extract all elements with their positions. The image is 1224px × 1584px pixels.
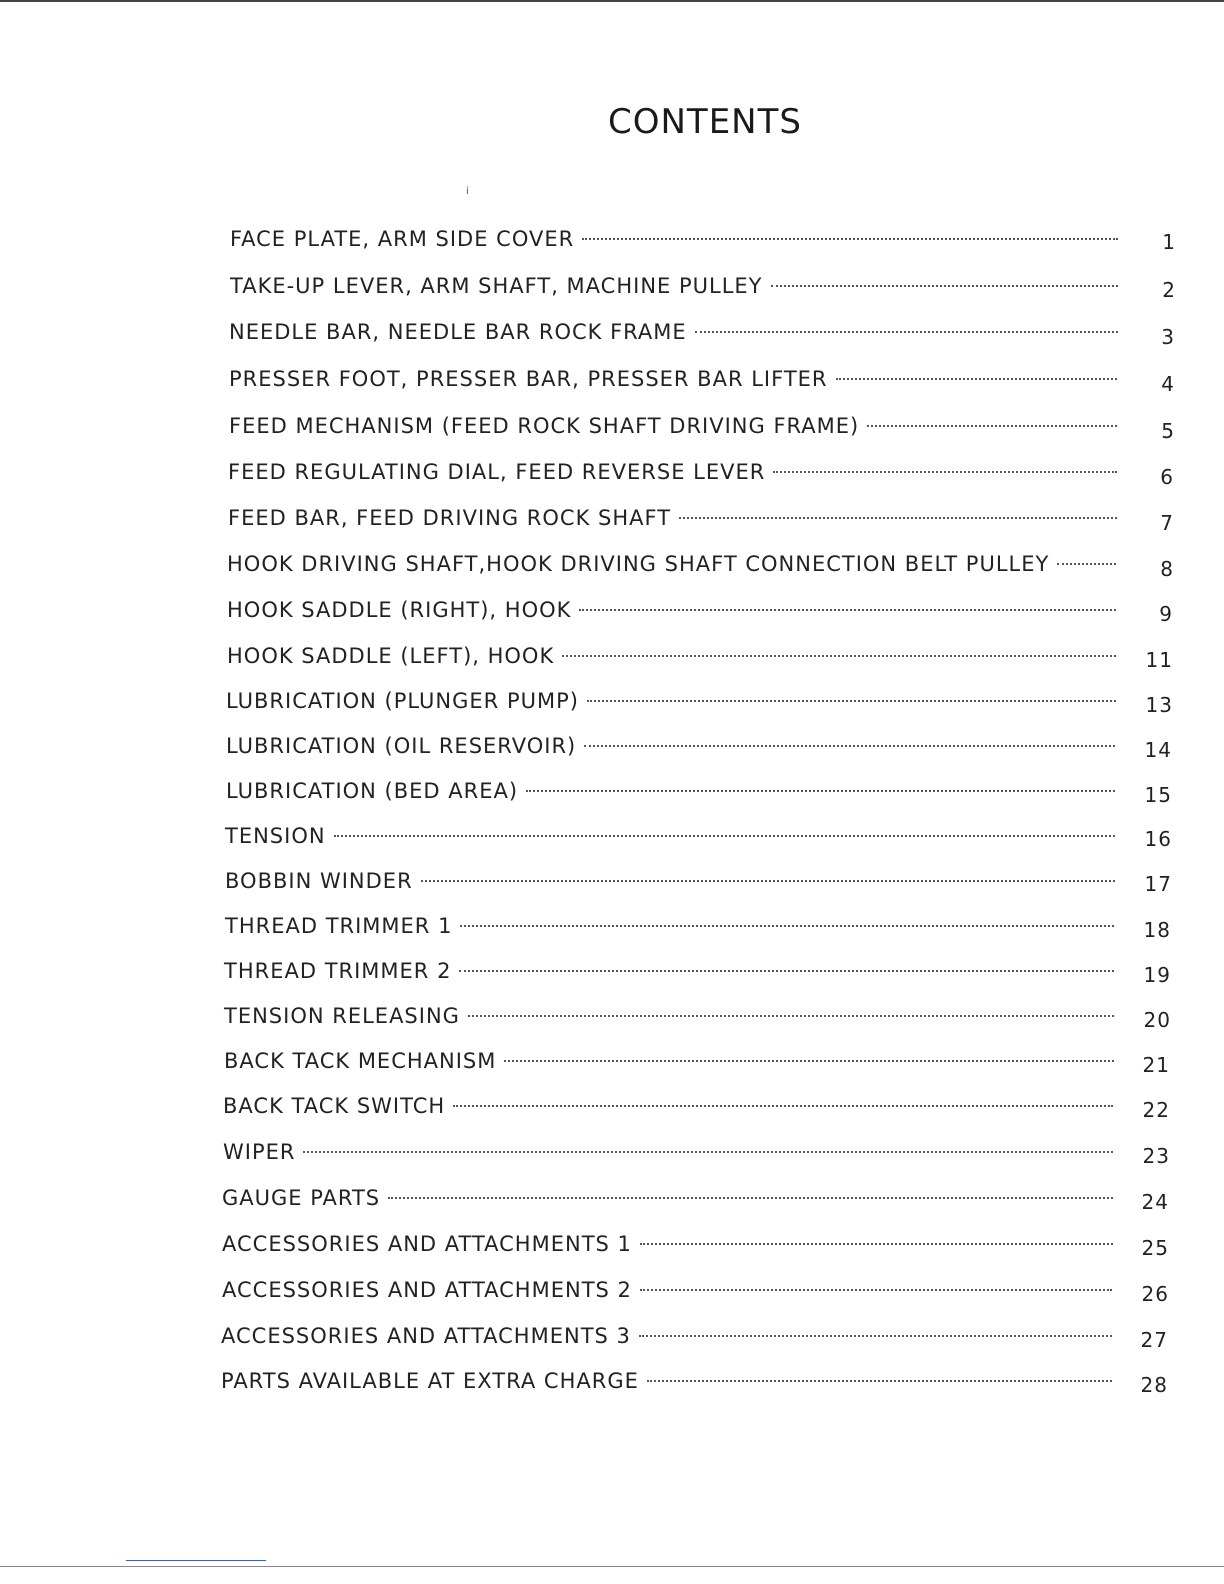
toc-entry-label: THREAD TRIMMER 2	[224, 959, 452, 983]
toc-entry	[226, 689, 1120, 719]
dot-leader	[459, 970, 1114, 972]
toc-entry-label: FEED REGULATING DIAL, FEED REVERSE LEVER	[228, 460, 766, 484]
toc-entry-page-number: 21	[1142, 1053, 1170, 1077]
dot-leader	[562, 655, 1116, 657]
toc-entry-label: LUBRICATION (BED AREA)	[226, 779, 519, 803]
toc-entry-page-number: 3	[1161, 325, 1175, 349]
dot-leader	[579, 609, 1116, 611]
toc-entry	[227, 552, 1120, 582]
toc-entry-label: GAUGE PARTS	[222, 1186, 381, 1210]
toc-entry	[229, 367, 1121, 397]
dot-leader	[334, 835, 1115, 837]
dot-leader	[453, 1105, 1113, 1107]
toc-entry-page-number: 23	[1142, 1144, 1170, 1168]
dot-leader	[388, 1197, 1113, 1199]
toc-entry-page-number: 26	[1141, 1282, 1169, 1306]
toc-entry-label: FEED MECHANISM (FEED ROCK SHAFT DRIVING FRAME)	[229, 414, 860, 438]
toc-entry-label: PARTS AVAILABLE AT EXTRA CHARGE	[221, 1369, 639, 1393]
dot-leader	[460, 925, 1114, 927]
toc-entry	[230, 227, 1122, 257]
dot-leader	[526, 790, 1115, 792]
toc-entry	[224, 1049, 1118, 1079]
toc-entry	[230, 274, 1122, 304]
toc-entry	[224, 1004, 1118, 1034]
dot-leader	[639, 1335, 1112, 1337]
toc-entry-page-number: 28	[1140, 1373, 1168, 1397]
toc-entry-page-number: 8	[1160, 557, 1174, 581]
toc-entry-label: ACCESSORIES AND ATTACHMENTS 1	[222, 1232, 632, 1256]
toc-entry-page-number: 19	[1143, 963, 1171, 987]
toc-entry	[227, 598, 1120, 628]
toc-entry	[225, 914, 1118, 944]
toc-entry-label: HOOK SADDLE (RIGHT), HOOK	[227, 598, 572, 622]
dot-leader	[640, 1289, 1112, 1291]
toc-entry-label: ACCESSORIES AND ATTACHMENTS 2	[222, 1278, 632, 1302]
dot-leader	[640, 1243, 1113, 1245]
toc-entry-label: HOOK DRIVING SHAFT,HOOK DRIVING SHAFT CONNECTION BELT PULLEY	[227, 552, 1050, 576]
toc-entry-label: PRESSER FOOT, PRESSER BAR, PRESSER BAR LIFTER	[229, 367, 828, 391]
toc-entry-page-number: 4	[1161, 372, 1175, 396]
toc-entry	[228, 460, 1121, 490]
toc-entry	[224, 959, 1118, 989]
toc-entry	[222, 1232, 1117, 1262]
toc-entry-page-number: 15	[1144, 783, 1172, 807]
toc-entry-page-number: 20	[1143, 1008, 1171, 1032]
toc-entry-label: HOOK SADDLE (LEFT), HOOK	[227, 644, 555, 668]
toc-entry	[225, 869, 1119, 899]
toc-entry-label: LUBRICATION (PLUNGER PUMP)	[226, 689, 579, 713]
toc-entry-label: TENSION RELEASING	[224, 1004, 460, 1028]
toc-entry-label: BOBBIN WINDER	[225, 869, 413, 893]
toc-entry-label: FEED BAR, FEED DRIVING ROCK SHAFT	[228, 506, 672, 530]
toc-entry	[226, 779, 1119, 809]
dot-leader	[584, 745, 1115, 747]
toc-entry-label: TENSION	[225, 824, 326, 848]
toc-entry	[229, 414, 1121, 444]
toc-entry-page-number: 22	[1142, 1098, 1170, 1122]
toc-entry-page-number: 25	[1141, 1236, 1169, 1260]
toc-entry-page-number: 16	[1144, 827, 1172, 851]
page-title: CONTENTS	[608, 102, 802, 142]
dot-leader	[1057, 563, 1116, 565]
toc-entry	[223, 1140, 1117, 1170]
toc-entry	[222, 1186, 1117, 1216]
toc-entry-label: BACK TACK SWITCH	[223, 1094, 446, 1118]
dot-leader	[303, 1151, 1113, 1153]
dot-leader	[771, 285, 1118, 287]
dot-leader	[695, 331, 1118, 333]
toc-entry-page-number: 6	[1160, 465, 1174, 489]
toc-entry-label: THREAD TRIMMER 1	[225, 914, 453, 938]
toc-entry-page-number: 13	[1145, 693, 1173, 717]
toc-entry-label: ACCESSORIES AND ATTACHMENTS 3	[221, 1324, 631, 1348]
dot-leader	[587, 700, 1116, 702]
toc-entry-label: FACE PLATE, ARM SIDE COVER	[230, 227, 575, 251]
toc-entry-page-number: 18	[1143, 918, 1171, 942]
toc-entry-page-number: 5	[1161, 419, 1175, 443]
toc-entry-label: LUBRICATION (OIL RESERVOIR)	[226, 734, 577, 758]
toc-entry-label: NEEDLE BAR, NEEDLE BAR ROCK FRAME	[229, 320, 687, 344]
toc-entry-page-number: 27	[1140, 1328, 1168, 1352]
toc-entry	[222, 1278, 1116, 1308]
toc-entry	[226, 734, 1119, 764]
dot-leader	[867, 425, 1117, 427]
dot-leader	[647, 1380, 1112, 1382]
dot-leader	[421, 880, 1115, 882]
dot-leader	[679, 517, 1117, 519]
toc-entry-page-number: 9	[1159, 602, 1173, 626]
toc-entry-label: BACK TACK MECHANISM	[224, 1049, 497, 1073]
toc-entry-page-number: 17	[1144, 872, 1172, 896]
toc-entry-page-number: 2	[1162, 278, 1176, 302]
dot-leader	[468, 1015, 1114, 1017]
toc-entry-label: TAKE-UP LEVER, ARM SHAFT, MACHINE PULLEY	[230, 274, 763, 298]
dot-leader	[773, 471, 1117, 473]
dot-leader	[504, 1060, 1114, 1062]
toc-entry	[223, 1094, 1117, 1124]
toc-entry-label: WIPER	[223, 1140, 296, 1164]
toc-entry-page-number: 7	[1160, 511, 1174, 535]
toc-entry-page-number: 1	[1162, 230, 1176, 254]
toc-entry	[221, 1324, 1116, 1354]
dot-leader	[582, 238, 1118, 240]
toc-entry-page-number: 24	[1141, 1190, 1169, 1214]
toc-entry	[227, 644, 1120, 674]
stray-mark: i	[466, 186, 469, 197]
toc-entry	[221, 1369, 1116, 1399]
dot-leader	[836, 378, 1117, 380]
toc-entry-page-number: 14	[1144, 738, 1172, 762]
toc-entry	[228, 506, 1121, 536]
bottom-border-line	[0, 1566, 1224, 1567]
toc-entry-page-number: 11	[1145, 648, 1173, 672]
toc-entry	[229, 320, 1122, 350]
bottom-link-underline	[126, 1560, 266, 1561]
toc-entry	[225, 824, 1119, 854]
